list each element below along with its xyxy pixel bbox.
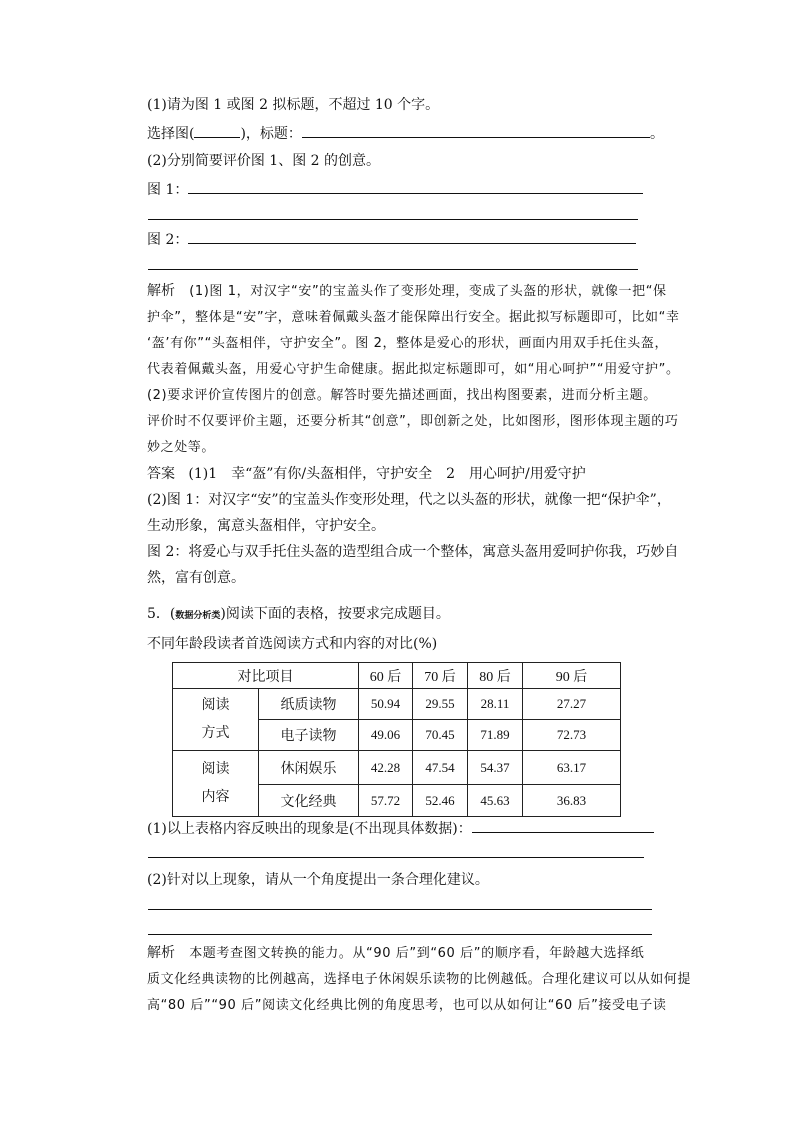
q4-choose-line	[147, 123, 664, 144]
q5-part1-prompt: (1)以上表格内容反映出的现象是(不出现具体数据)：	[147, 821, 472, 837]
fig2-label: 图 2：	[147, 232, 189, 248]
table-cell: 70.45	[413, 720, 468, 751]
table-cell: 36.83	[523, 785, 621, 817]
table-cell: 63.17	[523, 751, 621, 785]
table-cell: 45.63	[468, 785, 523, 817]
table-cell: 57.72	[359, 785, 413, 817]
q4-part1-prompt: (1)请为图 1 或图 2 拟标题，不超过 10 个字。	[147, 97, 440, 113]
header-col: 80 后	[468, 663, 523, 689]
answer-line: (2)图 1：对汉字“安”的宝盖头作变形处理，代之以头盔的形状，就像一把“保护伞”，	[147, 492, 671, 508]
q5-part1-rule[interactable]	[148, 857, 644, 858]
table-header-row	[173, 663, 621, 689]
q5-part2-rule[interactable]	[148, 909, 652, 910]
answer-line: 然，富有创意。	[147, 570, 245, 586]
group-label: 阅读 内容	[173, 751, 259, 817]
analysis2-line: 高“80 后”“90 后”阅读文化经典比例的角度思考，也可以从如何让“60 后”接受电子读	[147, 998, 667, 1013]
header-col: 60 后	[359, 663, 413, 689]
table-cell: 29.55	[413, 689, 468, 720]
fig1-answer-blank[interactable]	[188, 179, 643, 194]
q5-part1-line	[147, 818, 654, 839]
q5-part2-rule[interactable]	[148, 934, 652, 935]
answer-line: 生动形象，寓意头盔相伴，守护安全。	[147, 518, 385, 534]
table-cell: 28.11	[468, 689, 523, 720]
header-col: 90 后	[523, 663, 621, 689]
table-cell: 49.06	[359, 720, 413, 751]
fig1-answer-rule[interactable]	[148, 219, 638, 220]
table-row	[173, 751, 621, 785]
fig2-answer-rule[interactable]	[148, 269, 638, 270]
table-cell: 71.89	[468, 720, 523, 751]
row-label: 文化经典	[259, 785, 359, 817]
row-label: 纸质读物	[259, 689, 359, 720]
answer-line: 图 2：将爱心与双手托住头盔的造型组合成一个整体，寓意头盔用爱呵护你我，巧妙自	[147, 544, 679, 560]
choose-label: 选择图(	[147, 126, 195, 142]
header-col: 70 后	[413, 663, 468, 689]
q5-part1-blank[interactable]	[472, 818, 654, 833]
group-label: 阅读 方式	[173, 689, 259, 751]
analysis2-line: 解析 本题考查图文转换的能力。从“90 后”到“60 后”的顺序看，年龄越大选择纸	[147, 946, 645, 961]
table-row	[173, 689, 621, 720]
choose-end: 。	[649, 126, 664, 142]
table-cell: 47.54	[413, 751, 468, 785]
analysis1-line: ‘盔’有你”“头盔相伴，守护安全”。图 2，整体是爱心的形状，画面内用双手托住头盔，	[147, 336, 669, 351]
fig1-label: 图 1：	[147, 182, 189, 198]
analysis1-line: 护伞”，整体是“安”字，意味着佩戴头盔才能保障出行安全。据此拟写标题即可，比如“幸	[147, 310, 680, 325]
fig2-answer-blank[interactable]	[188, 229, 636, 244]
analysis1-line: 妙之处等。	[147, 440, 216, 455]
choose-mid: )，标题：	[240, 126, 302, 142]
answer-line: 答案 (1)1 幸“盔”有你/头盔相伴，守护安全 2 用心呵护/用爱守护	[147, 466, 586, 482]
row-label: 休闲娱乐	[259, 751, 359, 785]
answer-label: 答案	[147, 466, 175, 482]
analysis2-line: 质文化经典读物的比例越高，选择电子休闲娱乐读物的比例越低。合理化建议可以从如何提	[147, 972, 692, 987]
question-type-tag: 数据分析类	[175, 611, 221, 621]
analysis-label: 解析	[147, 284, 175, 299]
header-item: 对比项目	[173, 663, 359, 689]
reading-comparison-table	[172, 662, 621, 817]
q4-part2-prompt: (2)分别简要评价图 1、图 2 的创意。	[147, 153, 380, 169]
title-answer-blank[interactable]	[302, 123, 650, 138]
table-cell: 52.46	[413, 785, 468, 817]
table-cell: 72.73	[523, 720, 621, 751]
table-cell: 54.37	[468, 751, 523, 785]
analysis1-line: 评价时不仅要评价主题，还要分析其“创意”，即创新之处，比如图形，图形体现主题的巧	[147, 414, 679, 429]
table-cell: 42.28	[359, 751, 413, 785]
analysis1-line: 解析 (1)图 1，对汉字“安”的宝盖头作了变形处理，变成了头盔的形状，就像一把“保	[147, 284, 667, 299]
table-cell: 50.94	[359, 689, 413, 720]
row-label: 电子读物	[259, 720, 359, 751]
fig1-answer-line	[147, 179, 643, 200]
fig2-answer-line	[147, 229, 636, 250]
table-title: 不同年龄段读者首选阅读方式和内容的对比(%)	[147, 636, 438, 652]
q5-part2-prompt: (2)针对以上现象，请从一个角度提出一条合理化建议。	[147, 872, 489, 888]
q5-intro: 5．(数据分析类)阅读下面的表格，按要求完成题目。	[147, 606, 450, 622]
figure-number-blank[interactable]	[194, 123, 240, 138]
analysis-label: 解析	[147, 946, 175, 961]
analysis1-line: (2)要求评价宣传图片的创意。解答时要先描述画面，找出构图要素，进而分析主题。	[147, 388, 657, 403]
table-cell: 27.27	[523, 689, 621, 720]
analysis1-line: 代表着佩戴头盔，用爱心守护生命健康。据此拟定标题即可，如“用心呵护”“用爱守护”。	[147, 362, 680, 377]
